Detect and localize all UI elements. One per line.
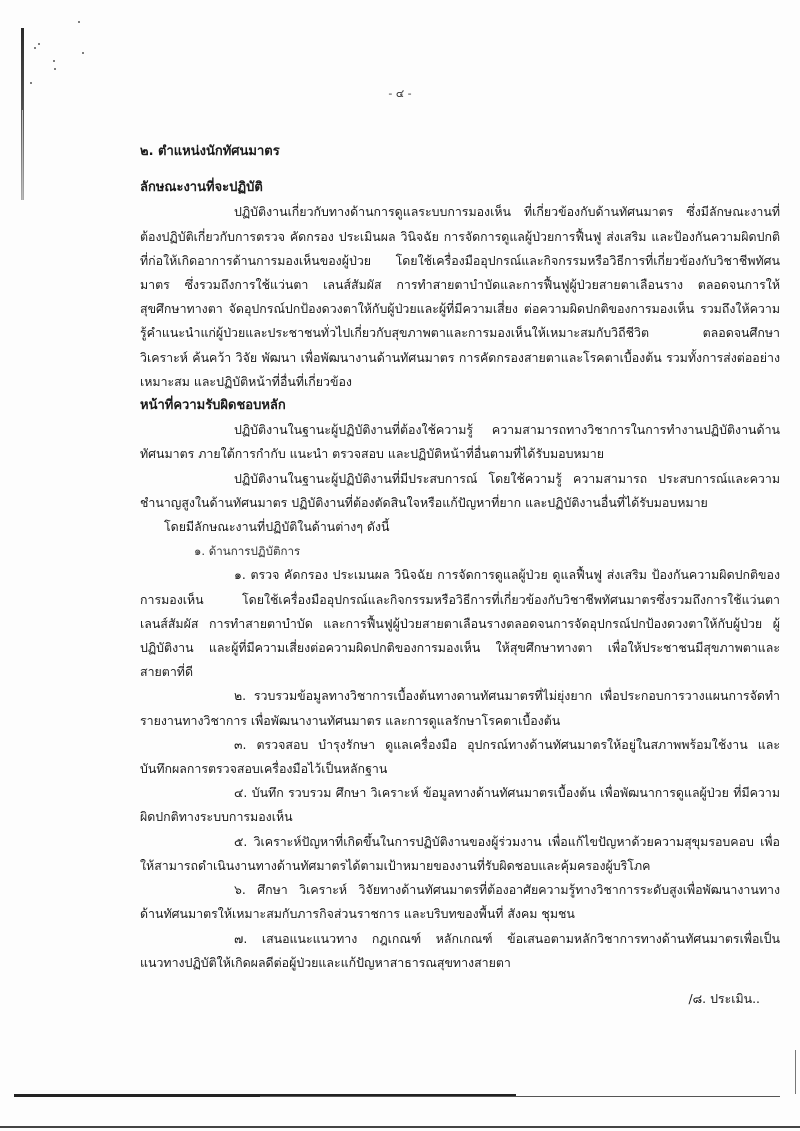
duty-item-2: ๒. รวบรวมข้อมูลทางวิชาการเบื้องต้นทางดานทัศนมาตรที่ไม่ยุ่งยาก เพื่อประกอบการวางแผนการจัดทำรายงานทางวิชาการ เพื่อพัฒนางานทัศนมาตร และการดูแลรักษาโรคตาเบื้องต้น [140, 688, 780, 728]
scan-speck [34, 47, 36, 49]
duty-item-3: ๓. ตรวจสอบ บำรุงรักษา ดูแลเครื่องมือ อุปกรณ์ทางด้านทัศนมาตรให้อยู่ในสภาพพร้อมใช้งาน และบันทึกผลการตรวจสอบเครื่องมือไว้เป็นหลักฐาน [140, 736, 780, 777]
duty-item-4: ๔. บันทึก รวบรวม ศึกษา วิเคราะห์ ข้อมูลทางด้านทัศนมาตรเบื้องต้น เพื่อพัฒนาการดูแลผู้ป่วย ที่มีความผิดปกติทางระบบการมองเห็น [140, 785, 780, 825]
scan-edge-artifact-right [795, 1050, 796, 1094]
scan-speck [38, 43, 40, 45]
document-body [140, 140, 780, 1011]
scan-speck [54, 68, 56, 70]
section-title: ๒. ตำแหน่งนักทัศนมาตร [140, 144, 280, 159]
scan-speck [53, 60, 55, 62]
job-nature-paragraph: ปฏิบัติงานเกี่ยวกับทางด้านการดูแลระบบการมองเห็น ที่เกี่ยวข้องกับด้านทัศนมาตร ซึ่งมีลักษณะงานที่ต้องปฏิบัติเกี่ยวกับการตรวจ คัดกรอง ประเมินผล วินิจฉัย การจัดการดูแลผู้ป่วยการฟื้นฟู ส่งเสริม และป้องกันความผิดปกติที่ก่อให้เกิดอาการด้านการมองเห็นของผู้ป่วย โดยใช้เครื่องมืออุปกรณ์และกิจกรรมหรือวิธีการที่เกี่ยวข้องกับวิชาชีพทัศนมาตร ซึ่งรวมถึงการใช้แว่นตา เลนส์สัมผัส การทำสายตาบำบัดและการฟื้นฟูผู้ป่วยสายตาเลือนราง ตลอดจนการให้สุขศึกษาทางตา จัดอุปกรณ์ปกป้องดวงตาให้กับผู้ป่วยและผู้ที่มีความเสี่ยง ต่อความผิดปกติของการมองเห็น รวมถึงให้ความรู้คำแนะนำแก่ผู้ป่วยและประชาชนทั่วไปเกี่ยวกับสุขภาพตาและการมองเห็นให้เหมาะสมกับวิถีชีวิต ตลอดจนศึกษา วิเคราะห์ ค้นคว้า วิจัย พัฒนา เพื่อพัฒนางานด้านทัศนมาตร การคัดกรองสายตาและโรคตาเบื้องต้น รวมทั้งการส่งต่ออย่างเหมาะสม และปฏิบัติหน้าที่อื่นที่เกี่ยวข้อง [140, 204, 780, 389]
scan-speck [78, 21, 80, 23]
responsibilities-intro: โดยมีลักษณะงานที่ปฏิบัติในด้านต่างๆ ดังนี้ [164, 519, 390, 535]
job-nature-heading: ลักษณะงานที่จะปฏิบัติ [140, 180, 263, 196]
scan-speck [82, 52, 84, 54]
scan-edge-artifact-thin [22, 110, 23, 200]
duty-item-1: ๑. ตรวจ คัดกรอง ประเมนผล วินิจฉัย การจัดการดูแลผู้ป่วย ดูแลฟื้นฟู ส่งเสริม ป้องกันความผิดปกติของการมองเห็น โดยใช้เครื่องมืออุปกรณ์และกิจกรรมหรือวิธีการที่เกี่ยวข้องกับวิชาชีพทัศนมาตรซึ่งรวมถึงการใช้แว่นตา เลนส์สัมผัส การทำสายตาบำบัด และการฟื้นฟูผู้ป่วยสายตาเลือนรางตลอดจนการจัดอุปกรณ์ปกป้องดวงตาให้กับผู้ป่วย ผู้ปฏิบัติงาน และผู้ที่มีความเสี่ยงต่อความผิดปกติของการมองเห็น ให้สุขศึกษาทางตา เพื่อให้ประชาชนมีสุขภาพตาและสายตาที่ดี [140, 567, 780, 680]
subsection-operations: ๑. ด้านการปฏิบัติการ [194, 544, 301, 559]
scan-bottom-edge [0, 1126, 800, 1128]
duty-item-5: ๕. วิเคราะห์ปัญหาที่เกิดขึ้นในการปฏิบัติงานของผู้ร่วมงาน เพื่อแก้ไขปัญหาด้วยความสุขุมรอบคอบ เพื่อให้สามารถดำเนินงานทางด้านทัศมาตรได้ตามเป้าหมายของงานที่รับผิดชอบและคุ้มครองผู้บริโภค [140, 833, 780, 873]
responsibilities-paragraph-2: ปฏิบัติงานในฐานะผู้ปฏิบัติงานที่มีประสบการณ์ โดยใช้ความรู้ ความสามารถ ประสบการณ์และความชำนาญสูงในด้านทัศนมาตร ปฏิบัติงานที่ต้องตัดสินใจหรือแก้ปัญหาที่ยาก และปฏิบัติงานอื่นที่ได้รับมอบหมาย [140, 470, 780, 510]
duty-item-7: ๗. เสนอแนะแนวทาง กฎเกณฑ์ หลักเกณฑ์ ข้อเสนอตามหลักวิชาการทางด้านทัศนมาตรเพื่อเป็นแนวทางปฏิบัติให้เกิดผลดีต่อผู้ป่วยและแก้ปัญหาสาธารณสุขทางสายตา [140, 930, 780, 970]
scan-bottom-line-thin [260, 1096, 780, 1097]
continuation-marker: /๘. ประเมิน.. [688, 990, 760, 1006]
duty-item-6: ๖. ศึกษา วิเคราะห์ วิจัยทางด้านทัศนมาตรที่ต้องอาศัยความรู้ทางวิชาการระดับสูงเพื่อพัฒนางานทางด้านทัศนมาตรให้เหมาะสมกับภารกิจส่วนราชการ และบริบทของพื้นที่ สังคม ชุมชน [140, 882, 780, 922]
responsibilities-heading: หน้าที่ความรับผิดชอบหลัก [140, 398, 286, 414]
page-number: - ๔ - [388, 87, 412, 100]
responsibilities-paragraph-1: ปฏิบัติงานในฐานะผู้ปฏิบัติงานที่ต้องใช้ความรู้ ความสามารถทางวิชาการในการทำงานปฏิบัติงานด้านทัศนมาตร ภายใต้การกำกับ แนะนำ ตรวจสอบ และปฏิบัติหน้าที่อื่นตามที่ได้รับมอบหมาย [140, 422, 780, 462]
